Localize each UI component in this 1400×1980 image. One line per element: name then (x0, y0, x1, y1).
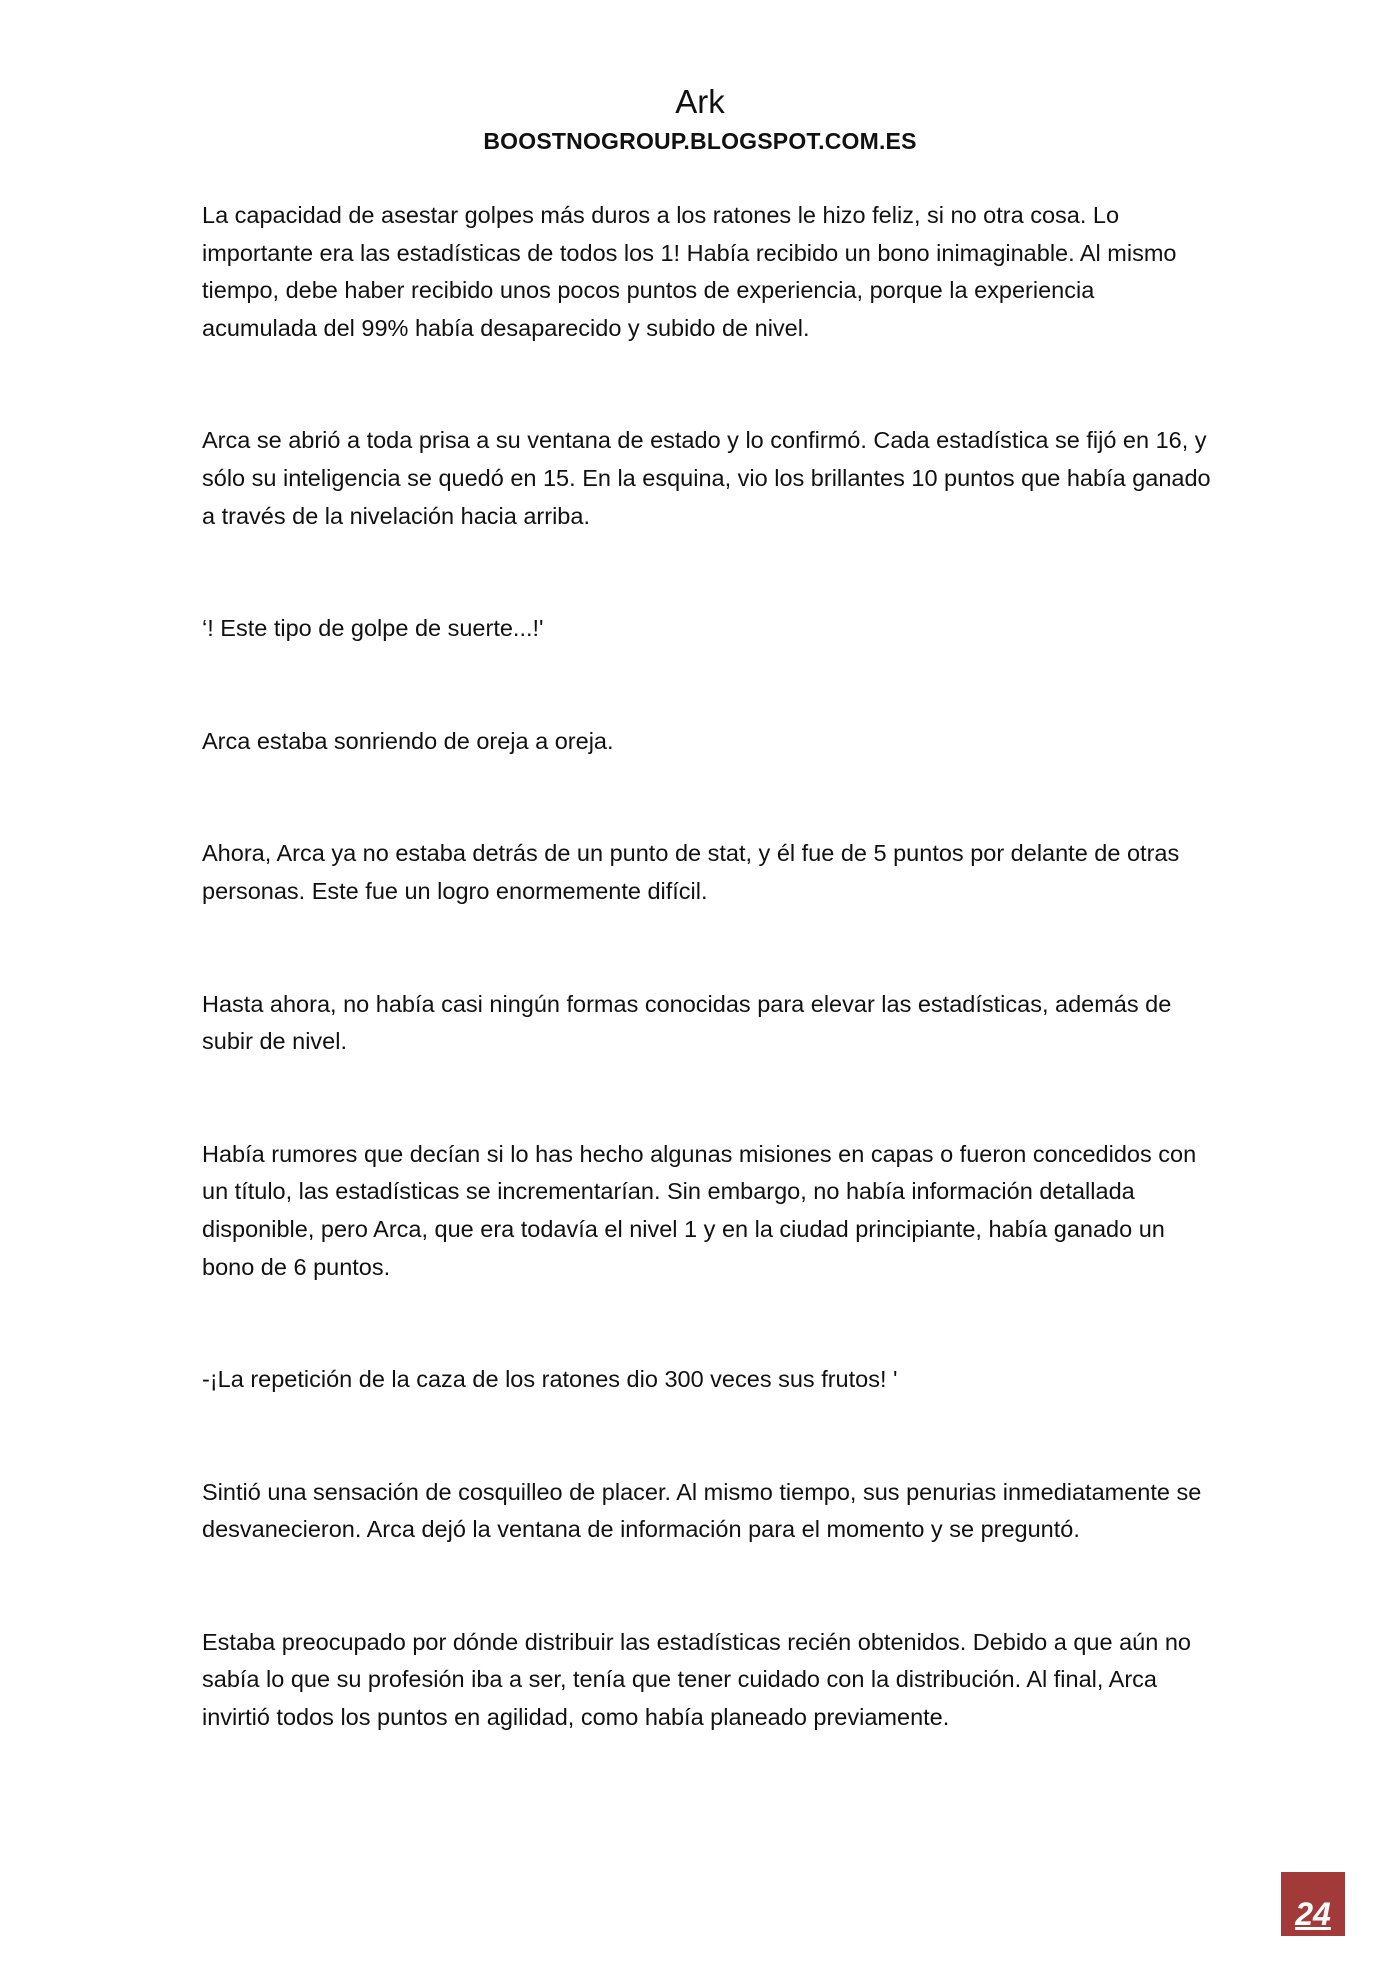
paragraph: Arca estaba sonriendo de oreja a oreja. (202, 727, 614, 754)
paragraph: Sintió una sensación de cosquilleo de placer. Al mismo tiempo, sus penurias inmediatamente se desvanecieron. Arca dejó la ventana de información para el momento y se preguntó. (202, 1478, 1202, 1543)
paragraph: Había rumores que decían si lo has hecho algunas misiones en capas o fueron concedidos con un título, las estadísticas se incrementarían. Sin embargo, no había información detallada disponible, pero Arca, que era todavía el nivel 1 y en la ciudad principiante, había ganado un bono de 6 puntos. (202, 1140, 1197, 1280)
paragraph: La capacidad de asestar golpes más duros a los ratones le hizo feliz, si no otra cosa. Lo importante era las estadísticas de todos los 1! Había recibido un bono inimaginable. Al mismo tiempo, debe haber recibido unos pocos puntos de experiencia, porque la experiencia acumulada del 99% había desaparecido y subido de nivel. (202, 202, 1177, 341)
page-number-badge (1281, 1872, 1345, 1936)
book-title: Ark (675, 83, 725, 120)
page-number: 24 (1295, 1896, 1331, 1932)
blog-url: BOOSTNOGROUP.BLOGSPOT.COM.ES (483, 128, 917, 154)
paragraph: -¡La repetición de la caza de los ratones dio 300 veces sus frutos! ' (202, 1366, 898, 1393)
paragraph: Arca se abrió a toda prisa a su ventana de estado y lo confirmó. Cada estadística se fijó en 16, y sólo su inteligencia se quedó en 15. En la esquina, vio los brillantes 10 puntos que había ganado a través de la nivelación hacia arriba. (202, 427, 1211, 529)
paragraph: Hasta ahora, no había casi ningún formas conocidas para elevar las estadísticas, además de subir de nivel. (202, 990, 1172, 1055)
paragraph: ‘! Este tipo de golpe de suerte...!' (202, 615, 544, 642)
page-header (0, 82, 1400, 156)
paragraph: Estaba preocupado por dónde distribuir las estadísticas recién obtenidos. Debido a que aún no sabía lo que su profesión iba a ser, tenía que tener cuidado con la distribución. Al final, Arca invirtió todos los puntos en agilidad, como había planeado previamente. (202, 1628, 1191, 1731)
paragraph: Ahora, Arca ya no estaba detrás de un punto de stat, y él fue de 5 puntos por delante de otras personas. Este fue un logro enormemente difícil. (202, 840, 1180, 904)
body-text (202, 197, 1212, 1737)
